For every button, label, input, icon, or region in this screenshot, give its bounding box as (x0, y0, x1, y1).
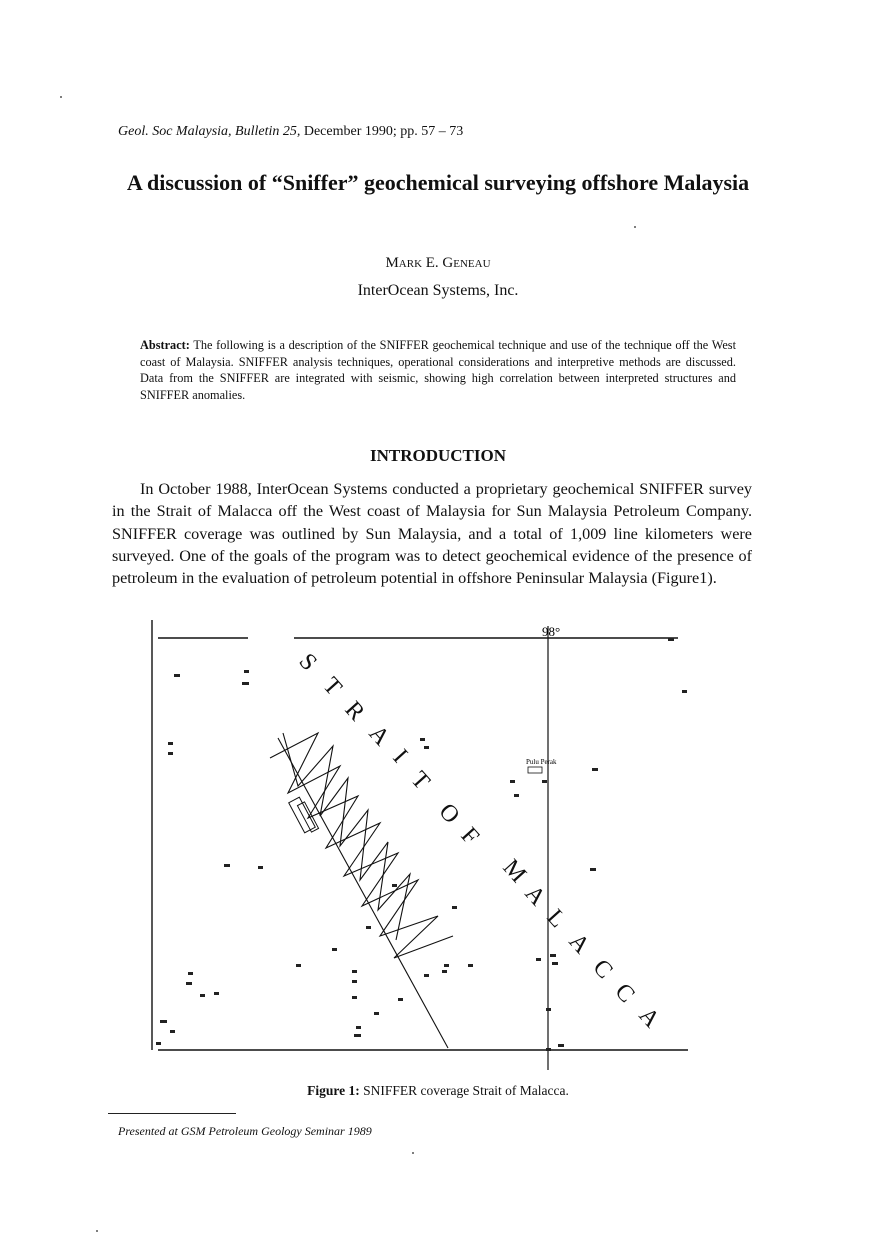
author-name (0, 255, 876, 272)
sounding-mark (296, 964, 301, 967)
sounding-mark (160, 1020, 167, 1023)
strait-letter: T (405, 766, 435, 795)
sounding-mark (590, 868, 596, 871)
sounding-mark (214, 992, 219, 995)
sounding-mark (398, 998, 403, 1001)
sounding-mark (552, 962, 558, 965)
sounding-mark (168, 752, 173, 755)
abstract (140, 337, 736, 403)
sounding-mark (546, 1008, 551, 1011)
sounding-mark (444, 964, 449, 967)
sounding-mark (168, 742, 173, 745)
strait-letter: L (541, 904, 571, 933)
footnote: Presented at GSM Petroleum Geology Seminar 1989 (118, 1124, 372, 1138)
strait-letter: A (363, 720, 395, 751)
sounding-mark (374, 1012, 379, 1015)
sounding-mark (244, 670, 249, 673)
strait-letter: I (387, 744, 413, 768)
sounding-mark (424, 746, 429, 749)
author-name-text: Mark E. Geneau (385, 255, 491, 271)
strait-letter: C (587, 954, 618, 984)
sounding-mark (188, 972, 193, 975)
sounding-mark (242, 682, 249, 685)
figure-caption-text: SNIFFER coverage Strait of Malacca. (359, 1083, 569, 1098)
abstract-text: The following is a description of the SNIFFER geochemical technique and use of the technique off the West coast of Malaysia. SNIFFER analysis techniques, operational considerations and interpretive methods are discussed. Data from the SNIFFER are integrated with seismic, showing high correlation between interpreted structures and SNIFFER anomalies. (140, 338, 736, 402)
journal-header (118, 124, 463, 140)
scan-speck (96, 1230, 98, 1232)
figure-caption (0, 1083, 876, 1099)
sounding-mark (682, 690, 687, 693)
section-heading-introduction: INTRODUCTION (369, 446, 507, 465)
author-affiliation: InterOcean Systems, Inc. (357, 282, 519, 299)
footnote-rule (108, 1113, 236, 1114)
strait-of-malacca-label (294, 649, 665, 1034)
strait-letter: R (339, 696, 370, 726)
longitude-label: 98° (542, 624, 561, 639)
strait-letter: O (433, 798, 465, 829)
sounding-mark (542, 780, 547, 783)
paper-title: A discussion of “Sniffer” geochemical surveying offshore Malaysia (126, 170, 750, 195)
sounding-mark (468, 964, 473, 967)
sounding-mark (332, 948, 337, 951)
sounding-mark (546, 1048, 551, 1051)
sounding-mark (420, 738, 425, 741)
sounding-mark (442, 970, 447, 973)
sounding-mark (352, 980, 357, 983)
sounding-mark (356, 1026, 361, 1029)
sounding-mark (424, 974, 429, 977)
sounding-mark (452, 906, 457, 909)
strait-map (148, 618, 704, 1078)
place-label-pulu-perak: Pulu Perak (526, 758, 557, 766)
sounding-mark (258, 866, 263, 869)
place-marker (528, 767, 542, 773)
scan-speck (634, 226, 636, 228)
sounding-mark (366, 926, 371, 929)
scan-speck (412, 1152, 414, 1154)
strait-letter: S (293, 648, 322, 676)
strait-letter: T (317, 672, 347, 701)
sounding-mark (510, 780, 515, 783)
sounding-mark (592, 768, 598, 771)
sounding-mark (174, 674, 180, 677)
sounding-mark (668, 638, 674, 641)
introduction-paragraph: In October 1988, InterOcean Systems conducted a proprietary geochemical SNIFFER survey in the Strait of Malacca off the West coast of Malaysia for Sun Malaysia Petroleum Company. SNIFFER coverage was outlined by Sun Malaysia, and a total of 1,009 line kilometers were surveyed. One of the goals of the program was to detect geochemical evidence of the presence of petroleum in the evaluation of petroleum potential in offshore Peninsular Malaysia (Figure1). (112, 480, 752, 588)
figure-map (148, 618, 704, 1078)
sounding-mark (224, 864, 230, 867)
scan-speck (60, 96, 62, 98)
sounding-mark (392, 884, 397, 887)
sounding-mark (186, 982, 192, 985)
sounding-mark (550, 954, 556, 957)
strait-letter: A (633, 1002, 665, 1033)
sounding-mark (514, 794, 519, 797)
sounding-mark (156, 1042, 161, 1045)
abstract-label: Abstract: (140, 338, 190, 352)
sounding-mark (558, 1044, 564, 1047)
sounding-mark (170, 1030, 175, 1033)
strait-letter: F (455, 822, 484, 850)
figure-caption-label: Figure 1: (307, 1083, 360, 1098)
strait-letter: C (609, 978, 640, 1008)
depth-soundings (156, 638, 687, 1051)
sounding-mark (354, 1034, 361, 1037)
journal-name: Geol. Soc Malaysia, Bulletin 25, (118, 124, 301, 139)
sounding-mark (200, 994, 205, 997)
sounding-mark (352, 970, 357, 973)
strait-letter: A (519, 880, 551, 911)
journal-date-pages: December 1990; pp. 57 – 73 (300, 124, 464, 139)
strait-letter: A (563, 928, 595, 959)
strait-letter: M (497, 854, 532, 888)
sounding-mark (352, 996, 357, 999)
sounding-mark (536, 958, 541, 961)
